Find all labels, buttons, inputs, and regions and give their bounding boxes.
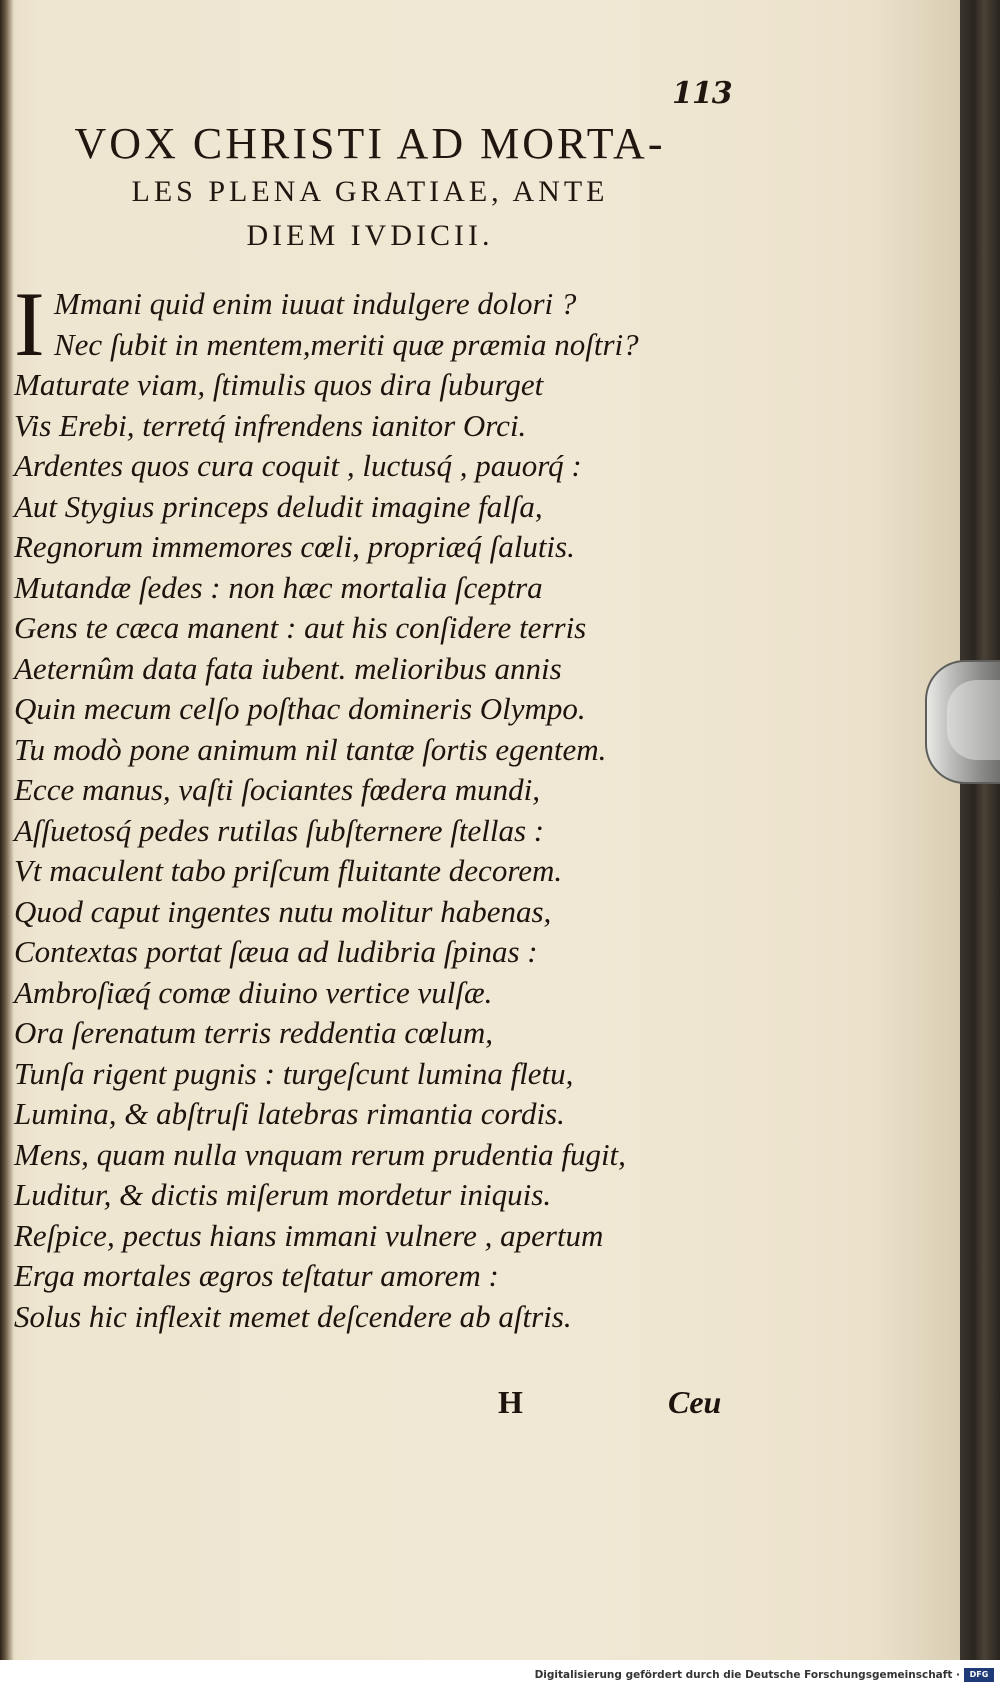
poem-line: Tunſa rigent pugnis : turgeſcunt lumina fletu, — [14, 1055, 574, 1091]
title-line-3: DIEM IVDICII. — [246, 219, 494, 252]
poem-line: Erga mortales ægros teſtatur amorem : — [14, 1258, 499, 1293]
poem-line: Tu modò pone animum nil tantæ ſortis egentem. — [14, 731, 607, 767]
binding-shadow — [0, 0, 14, 1660]
poem-line: Mmani quid enim iuuat indulgere dolori ? — [54, 286, 577, 321]
poem-line: Quod caput ingentes nutu molitur habenas, — [14, 893, 552, 929]
poem-line: Luditur, & dictis miſerum mordetur iniquis. — [14, 1177, 552, 1212]
poem-line: Aut Stygius princeps deludit imagine falſa, — [14, 488, 543, 524]
poem-line: Nec ſubit in mentem,meriti quæ præmia noſtri? — [54, 326, 639, 362]
poem-line: Ora ſerenatum terris reddentia cœlum, — [14, 1015, 494, 1050]
poem-line: Vt maculent tabo priſcum fluitante decorem. — [14, 853, 563, 888]
poem-line: Contextas portat ſæua ad ludibria ſpinas : — [14, 934, 538, 969]
poem-line: Gens te cæca manent : aut his conſidere terris — [14, 610, 587, 645]
title-line-1: VOX CHRISTI AD MORTA- — [74, 119, 666, 168]
poem-line: Ardentes quos cura coquit , luctusq́ , pauorq́ : — [14, 448, 582, 483]
poem-line: Maturate viam, ſtimulis quos dira ſuburget — [14, 367, 544, 402]
poem-body — [14, 284, 734, 1337]
poem-line: Aſſuetosq́ pedes rutilas ſubſternere ſtellas : — [14, 812, 545, 848]
signature-mark: H — [498, 1384, 523, 1420]
poem-line: Lumina, & abſtruſi latebras rimantia cordis. — [14, 1096, 565, 1131]
book-edge — [960, 0, 1000, 1660]
poem-line: Aeternûm data fata iubent. melioribus annis — [14, 650, 562, 686]
dfg-logo: DFG — [964, 1668, 994, 1682]
poem-line: Ecce manus, vaſti ſociantes fœdera mundi, — [14, 772, 541, 807]
poem-line: Mutandæ ſedes : non hæc mortalia ſceptra — [14, 569, 543, 605]
poem-line: Solus hic inflexit memet deſcendere ab aſtris. — [14, 1298, 572, 1334]
book-clip-inner — [947, 680, 1000, 760]
catchword: Ceu — [668, 1384, 722, 1420]
poem-line: Reſpice, pectus hians immani vulnere , apertum — [14, 1217, 604, 1253]
drop-cap: I — [14, 273, 45, 375]
poem-line: Vis Erebi, terretq́ infrendens ianitor Orci. — [14, 407, 527, 443]
title-line-2: LES PLENA GRATIAE, ANTE — [131, 175, 609, 208]
poem-line: Regnorum immemores cœli, propriæq́ ſalutis. — [14, 529, 575, 564]
digitization-footer — [0, 1660, 1000, 1693]
footer-credit: Digitalisierung gefördert durch die Deutsche Forschungsgemeinschaft · — [534, 1669, 960, 1681]
poem-title — [14, 118, 726, 258]
poem-line: Mens, quam nulla vnquam rerum prudentia fugit, — [14, 1136, 626, 1172]
page-number: 113 — [672, 76, 732, 111]
poem-line: Ambroſiæq́ comæ diuino vertice vulſæ. — [14, 974, 493, 1010]
poem-line: Quin mecum celſo poſthac domineris Olympo. — [14, 691, 586, 726]
book-clip — [925, 660, 1000, 784]
